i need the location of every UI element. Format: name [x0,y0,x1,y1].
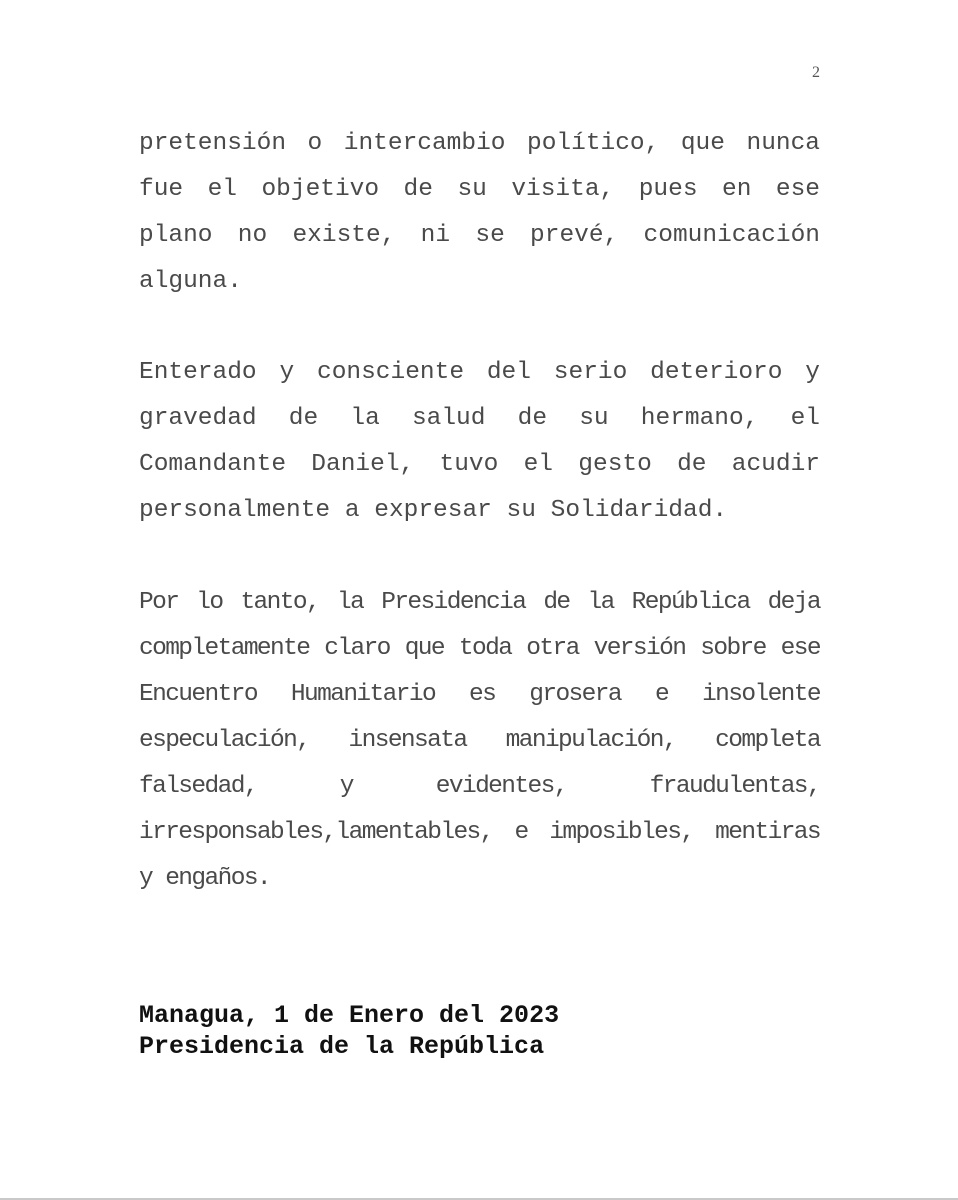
page-number: 2 [812,64,820,81]
signature-issuer: Presidencia de la República [139,1032,545,1061]
signature-place-date: Managua, 1 de Enero del 2023 [139,1001,560,1030]
paragraph-3: Por lo tanto, la Presidencia de la República deja completamente claro que toda otra versión sobre ese Encuentro Humanitario es grosera e insolente especulación, insensata manipulación, completa falsedad, y evidentes, fraudulentas, irresponsables,lamentables, e imposibles, mentiras y engaños. [139,589,820,892]
paragraph-2: Enterado y consciente del serio deterioro y gravedad de la salud de su hermano, el Comandante Daniel, tuvo el gesto de acudir personalmente a expresar su Solidaridad. [139,359,820,524]
paragraph-1: pretensión o intercambio político, que nunca fue el objetivo de su visita, pues en ese plano no existe, ni se prevé, comunicación alguna. [139,130,820,295]
